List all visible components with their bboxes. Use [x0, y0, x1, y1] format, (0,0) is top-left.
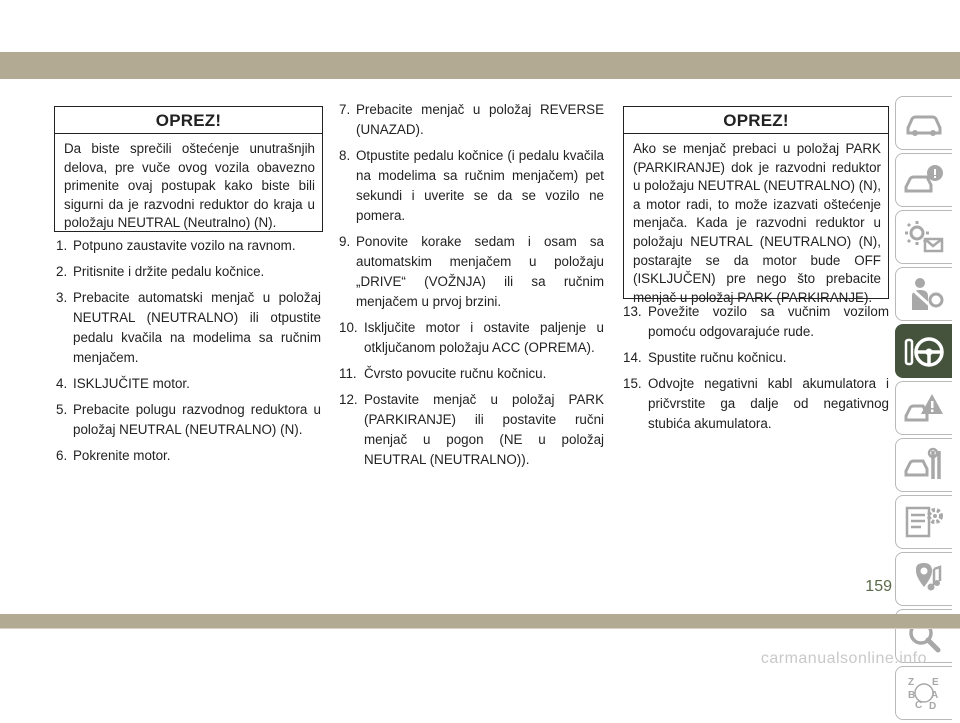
step-number: 10. — [339, 320, 358, 335]
list-item — [339, 364, 604, 384]
step-text: Prebacite automatski menjač u položaj — [73, 290, 321, 305]
step-number: 5. — [56, 402, 68, 417]
svg-text:D: D — [929, 701, 937, 712]
list-item — [56, 374, 321, 394]
list-item — [339, 232, 604, 312]
svg-text:B: B — [908, 690, 916, 701]
step-number: 4. — [56, 376, 68, 391]
svg-text:C: C — [915, 700, 923, 711]
list-item — [339, 390, 604, 470]
list-item — [339, 100, 604, 140]
step-text: NEUTRAL (NEUTRALNO)). — [364, 452, 530, 467]
step-text: Pokrenite motor. — [73, 448, 171, 463]
alphabet-index-icon[interactable] — [895, 666, 952, 720]
list-item — [56, 262, 321, 282]
svg-text:E: E — [932, 677, 939, 688]
step-number: 13. — [623, 304, 642, 319]
step-text: Spustite ručnu kočnicu. — [648, 350, 787, 365]
step-text: menjačem u prvoj brzini. — [356, 294, 502, 309]
svg-text:Z: Z — [908, 677, 915, 688]
list-item — [623, 374, 889, 434]
step-number: 8. — [339, 148, 351, 163]
step-number: 12. — [339, 392, 358, 407]
footer-divider — [0, 628, 960, 629]
steps-column-1 — [56, 236, 321, 472]
step-text: Isključite motor i ostavite paljenje u — [364, 320, 604, 335]
step-text: „DRIVE“ (VOŽNJA) ili sa ručnim — [356, 274, 604, 289]
car-info-icon[interactable] — [895, 153, 952, 207]
caution-title: OPREZ! — [624, 107, 888, 134]
step-text: Odvojte negativni kabl akumulatora i — [648, 376, 889, 391]
step-text: Postavite menjač u položaj PARK — [364, 392, 604, 407]
step-text: (PARKIRANJE) ili postavite ručni — [364, 412, 604, 427]
car-tools-icon[interactable] — [895, 438, 952, 492]
step-text: ISKLJUČITE motor. — [73, 376, 190, 391]
step-number: 15. — [623, 376, 642, 391]
caution-text: Ako se menjač prebaci u položaj PARK (PARKIRANJE) dok je razvodni reduktor u položaju NEUTRAL (NEUTRALNO) (N), a motor radi, to može izazvati oštećenje menjača. Kada je razvodni reduktor u položaju NEUTRAL (NEUTRALNO) (N), postarajte se da motor bude OFF (ISKLJUČEN) pre nego što prebacite menjač u položaj PARK (PARKIRANJE). — [633, 141, 882, 305]
step-text: Ponovite korake sedam i osam sa — [356, 234, 604, 249]
step-text: Otpustite pedalu kočnice (i pedalu kvačila — [356, 148, 604, 163]
svg-text:A: A — [931, 690, 939, 701]
footer-band — [0, 614, 960, 628]
step-number: 2. — [56, 264, 68, 279]
step-number: 1. — [56, 238, 68, 253]
step-text: Potpuno zaustavite vozilo na ravnom. — [73, 238, 296, 253]
step-text: pomera. — [356, 208, 406, 223]
list-item — [56, 236, 321, 256]
step-text: Povežite vozilo sa vučnim vozilom — [648, 304, 889, 319]
step-text: stubića akumulatora. — [648, 416, 772, 431]
step-text: (UNAZAD). — [356, 122, 424, 137]
media-music-icon[interactable] — [895, 552, 952, 606]
lights-mail-icon[interactable] — [895, 210, 952, 264]
page-number: 159 — [865, 578, 892, 595]
step-text: Pritisnite i držite pedalu kočnice. — [73, 264, 265, 279]
list-item — [339, 318, 604, 358]
header-band — [0, 52, 960, 79]
step-text: Prebacite menjač u položaj REVERSE — [356, 102, 604, 117]
list-item — [623, 302, 889, 342]
step-number: 3. — [56, 290, 68, 305]
step-text: sekundi i uverite se da se vozilo ne — [356, 188, 604, 203]
list-gear-icon[interactable] — [895, 495, 952, 549]
car-overview-icon[interactable] — [895, 96, 952, 150]
step-number: 6. — [56, 448, 68, 463]
step-text: na modelima sa ručnim menjačem) pet — [356, 168, 604, 183]
list-item — [56, 446, 321, 466]
step-text: Čvrsto povucite ručnu kočnicu. — [364, 366, 547, 381]
step-text: NEUTRAL (NEUTRALNO) ili otpustite — [73, 310, 321, 325]
step-text: menjačem. — [73, 350, 139, 365]
list-item — [623, 348, 889, 368]
step-text: pričvrstite ga dalje od negativnog — [648, 396, 889, 411]
step-text: automatskim menjačem u položaju — [356, 254, 604, 269]
step-text: Prebacite polugu razvodnog reduktora u — [73, 402, 321, 417]
list-item — [56, 288, 321, 368]
caution-box-right — [623, 106, 889, 305]
step-text: pomoću odgovarajuće rude. — [648, 324, 815, 339]
step-number: 9. — [339, 234, 351, 249]
step-text: menjač u pogon (NE u položaj — [364, 432, 604, 447]
steps-column-2 — [339, 100, 604, 476]
steps-column-3 — [623, 302, 889, 440]
caution-box-left — [54, 106, 323, 232]
driver-seatbelt-icon[interactable] — [895, 267, 952, 321]
step-text: pedalu kvačila na modelima sa ručnim — [73, 330, 321, 345]
list-item — [56, 400, 321, 440]
caution-title: OPREZ! — [55, 107, 322, 134]
step-text: položaj NEUTRAL (NEUTRALNO) (N). — [73, 422, 303, 437]
step-text: otključanom položaju ACC (OPREMA). — [364, 340, 595, 355]
watermark: carmanualsonline.info — [760, 650, 927, 667]
step-number: 11. — [339, 366, 357, 381]
steering-wheel-icon[interactable] — [895, 324, 952, 378]
caution-text: Da biste sprečili oštećenje unutrašnjih delova, pre vuče ovog vozila obavezno primenite ovaj postupak kako biste bili sigurni da je razvodni reduktor do kraja u položaju NEUTRAL (Neutralno) (N). — [64, 141, 315, 231]
list-item — [339, 146, 604, 226]
step-number: 7. — [339, 102, 351, 117]
step-number: 14. — [623, 350, 642, 365]
car-warning-icon[interactable] — [895, 381, 952, 435]
